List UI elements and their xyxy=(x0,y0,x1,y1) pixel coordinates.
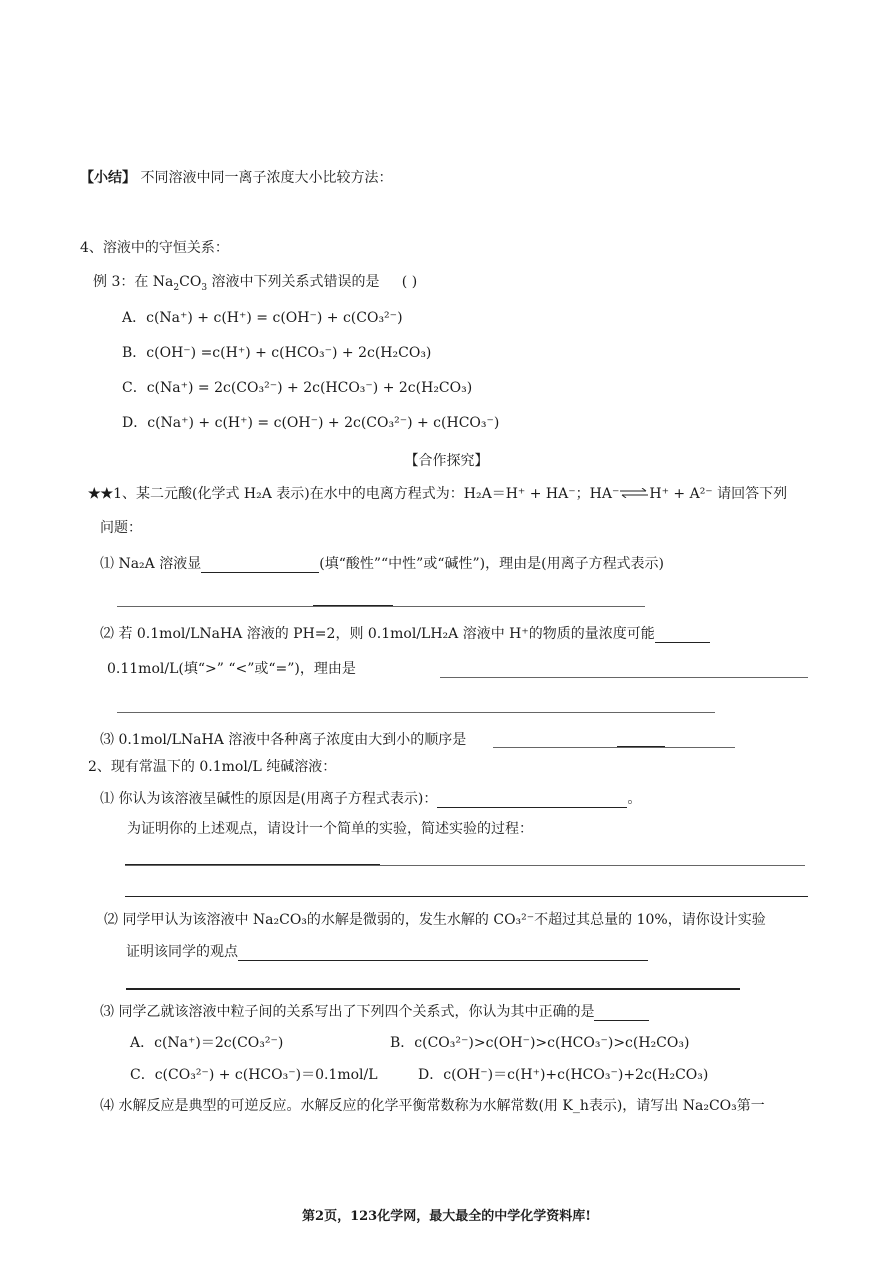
q1-part2: ⑵ 若 0.1mol/LNaHA 溶液的 PH=2，则 0.1mol/LH₂A 溶液中 H⁺的物质的量浓度可能 xyxy=(100,625,710,643)
answer-line[interactable] xyxy=(117,606,645,607)
star-icon: ★★ xyxy=(88,486,114,502)
answer-line[interactable] xyxy=(125,896,808,897)
q2-option-c: C．c(CO₃²⁻) + c(HCO₃⁻)＝0.1mol/L xyxy=(130,1067,378,1083)
example3-option-b: B．c(OH⁻) =c(H⁺) + c(HCO₃⁻) + 2c(H₂CO₃) xyxy=(122,345,432,361)
answer-line[interactable] xyxy=(125,865,805,866)
answer-line-segment xyxy=(617,746,665,747)
q1-part2b: 0.11mol/L(填“>” “<”或“=”)，理由是 xyxy=(107,661,356,677)
equilibrium-arrow-icon xyxy=(619,485,649,503)
q1-line2: 问题： xyxy=(100,520,142,536)
q2-part2b: 证明该同学的观点 xyxy=(126,943,648,961)
example3-stem: 例 3：在 $Na_2CO_3$ 溶液中下列关系式错误的是 ( ) xyxy=(93,274,418,293)
answer-blank[interactable] xyxy=(437,793,627,808)
q1-line1: ★★1、某二元酸(化学式 H₂A 表示)在水中的电离方程式为：H₂A＝H⁺ + HA⁻；HA⁻ H⁺ + A²⁻ 请回答下列 xyxy=(88,486,788,502)
summary-text: 不同溶液中同一离子浓度大小比较方法： xyxy=(140,170,393,186)
summary-line xyxy=(80,169,392,187)
answer-blank[interactable] xyxy=(201,558,319,573)
answer-blank[interactable] xyxy=(238,946,648,961)
answer-line[interactable] xyxy=(493,747,735,748)
example3-option-a: A．c(Na⁺) + c(H⁺) = c(OH⁻) + c(CO₃²⁻) xyxy=(122,310,403,326)
q1-part1: ⑴ Na₂A 溶液显 (填“酸性”“中性”或“碱性”)，理由是(用离子方程式表示) xyxy=(100,556,665,572)
q2-option-d: D．c(OH⁻)＝c(H⁺)+c(HCO₃⁻)+2c(H₂CO₃) xyxy=(418,1067,709,1083)
q2-option-b: B．c(CO₃²⁻)>c(OH⁻)>c(HCO₃⁻)>c(H₂CO₃) xyxy=(390,1035,690,1051)
q2-part2: ⑵ 同学甲认为该溶液中 Na₂CO₃的水解是微弱的，发生水解的 CO₃²⁻不超过其总量的 10%，请你设计实验 xyxy=(104,912,766,928)
q2-part1b: 为证明你的上述观点，请设计一个简单的实验，简述实验的过程： xyxy=(127,821,533,837)
answer-blank[interactable] xyxy=(594,1006,649,1021)
q2-part3: ⑶ 同学乙就该溶液中粒子间的关系写出了下列四个关系式，你认为其中正确的是 xyxy=(100,1003,649,1021)
answer-line-segment xyxy=(313,605,393,606)
answer-blank[interactable] xyxy=(655,628,710,643)
answer-line[interactable] xyxy=(126,988,740,990)
answer-line[interactable] xyxy=(117,712,715,713)
section4-title: 4、溶液中的守恒关系： xyxy=(80,240,229,256)
cooperate-title: 【合作探究】 xyxy=(404,453,489,469)
q2-option-a: A．c(Na⁺)＝2c(CO₃²⁻) xyxy=(130,1035,284,1051)
q2-part4: ⑷ 水解反应是典型的可逆反应。水解反应的化学平衡常数称为水解常数(用 K_h表示)，请写出 Na₂CO₃第一 xyxy=(100,1098,765,1114)
example3-option-c: C．c(Na⁺) = 2c(CO₃²⁻) + 2c(HCO₃⁻) + 2c(H₂CO₃) xyxy=(122,380,473,396)
example3-option-d: D．c(Na⁺) + c(H⁺) = c(OH⁻) + 2c(CO₃²⁻) + c(HCO₃⁻) xyxy=(122,415,500,431)
q2-part1: ⑴ 你认为该溶液呈碱性的原因是(用离子方程式表示)： 。 xyxy=(100,791,642,807)
answer-line[interactable] xyxy=(440,677,808,678)
page-footer: 第2页，123化学网，最大最全的中学化学资料库! xyxy=(302,1209,591,1224)
q1-part3: ⑶ 0.1mol/LNaHA 溶液中各种离子浓度由大到小的顺序是 xyxy=(100,732,467,748)
answer-paren: ( ) xyxy=(401,274,418,290)
q2-title: 2、现有常温下的 0.1mol/L 纯碱溶液： xyxy=(88,759,337,775)
answer-line-segment xyxy=(125,864,380,865)
summary-label: 【小结】 xyxy=(80,170,136,186)
